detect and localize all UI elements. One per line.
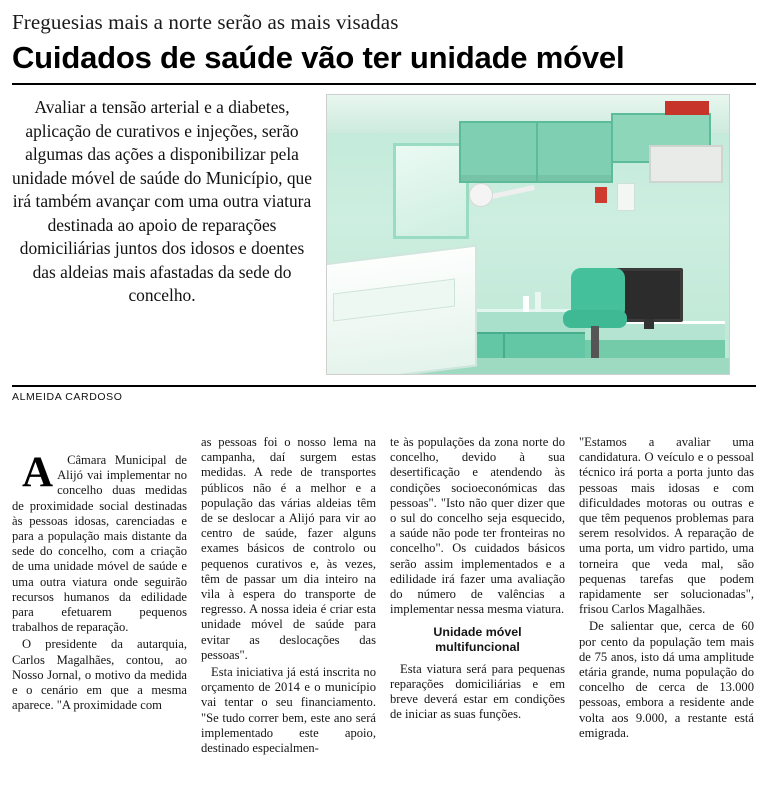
photo-air-conditioner [649,145,723,183]
photo-exam-lamp-head [469,183,493,207]
section-subhead: Unidade móvel multifuncional [433,625,522,655]
article-column-2 [201,435,376,782]
newspaper-page [0,10,768,786]
article-body [12,435,756,782]
article-byline: ALMEIDA CARDOSO [12,391,123,403]
lead-block [12,94,756,375]
paragraph: Esta iniciativa já está inscrita no orçamento de 2014 e o município vai tentar o seu financiamento. "Se tudo correr bem, este ano será implementado este apoio, destinado especialmen- [201,665,376,756]
article-column-1 [12,435,187,782]
photo-upper-cabinet [459,121,613,183]
paragraph-text: Câmara Municipal de Alijó vai implementar no concelho duas medidas de proximidade social destinadas às pessoas idosas, carenciadas e para a população mais distante da sede do concelho, com a criação de uma unidade móvel de saúde e uma outra viatura onde seguirão recursos humanos da edilidade para efetuarem pequenos trabalhos de reparação. [12,453,187,635]
paragraph [12,449,187,635]
paragraph: te às populações da zona norte do concelho, devido à sua desertificação e atendendo às condições socioeconómicas das pessoas". "Isto não quer dizer que o sul do concelho seja esquecido, a saúde não pode ter fronteiras no concelho". Os cuidados básicos serão assim implementados e a edilidade irá fazer uma avaliação do número de valências a implementar nessa mesma viatura. [390,435,565,617]
body-divider [12,385,756,387]
photo-bottle-second [535,292,541,312]
photo-red-container [595,187,607,203]
photo-red-sign [665,101,709,115]
paragraph: De salientar que, cerca de 60 por cento da população tem mais de 75 anos, isto dá uma amplitude etária grande, numa população do concelho de cerca de 13.000 pessoas, embora a residente ande volta aos 9.000, a restante está emigrada. [579,619,754,740]
photo-window [393,143,469,239]
drop-cap: A [22,449,54,496]
photo-chair-back [571,268,625,314]
header-divider [12,83,756,85]
paragraph: Esta viatura será para pequenas reparações domiciliárias e em breve deverá estar em condições de iniciar as suas funções. [390,661,565,722]
paragraph: "Estamos a avaliar uma candidatura. O veículo e o pessoal técnico irá porta a porta junto das pessoas mais idosas e com dificuldades motoras ou outras e que têm pequenos problemas para serem resolvidos. A reparação de uma porta, um vidro partido, uma torneira que veda mal, são pequenas tarefas que podem rapidamente ser solucionadas", frisou Carlos Magalhães. [579,435,754,617]
article-lead: Avaliar a tensão arterial e a diabetes, aplicação de curativos e injeções, serão algumas das ações a disponibilizar pela unidade móvel de saúde do Município, que irá também avançar com uma outra viatura destinada ao apoio de reparações domiciliárias juntos dos idosos e doentes das aldeias mais afastadas da sede do concelho. [12,97,312,305]
article-column-3 [390,435,565,782]
photo-chair-pole [591,326,599,362]
paragraph: O presidente da autarquia, Carlos Magalhães, contou, ao Nosso Jornal, o motivo da medida e o cenário em que a mesma aparece. "A proximidade com [12,637,187,713]
article-kicker: Freguesias mais a norte serão as mais visadas [12,10,399,34]
photo-bottle [523,296,529,312]
page-title: Cuidados de saúde vão ter unidade móvel [12,40,625,75]
photo-soap-dispenser [617,183,635,211]
article-column-4 [579,435,754,782]
paragraph: as pessoas foi o nosso lema na campanha, daí surgem estas medidas. A rede de transportes públicos não é a melhor e a população das várias aldeias têm de se deslocar a Alijó para vir ao centro de saúde, fazer alguns exames básicos de controlo ou pequenos curativos e, às vezes, têm de passar um dia inteiro na vila à espera do transporte de regresso. A nossa ideia é criar esta unidade móvel de saúde para evitar as deslocações das pessoas". [201,435,376,662]
article-photo [326,94,730,375]
